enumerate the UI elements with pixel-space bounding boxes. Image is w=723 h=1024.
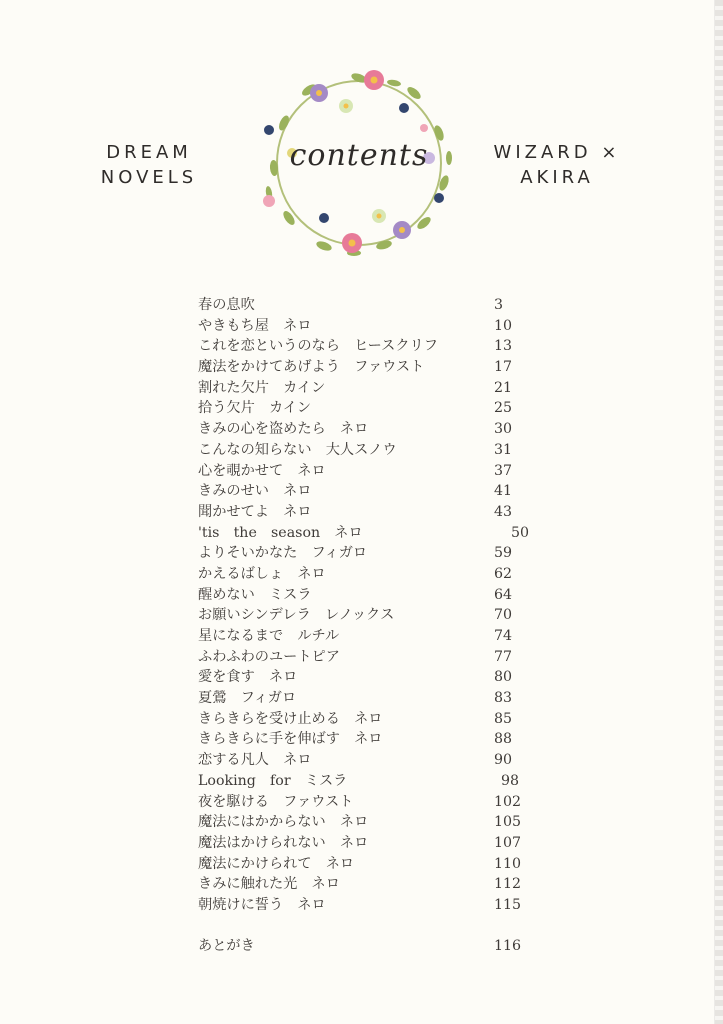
toc-title: 醒めない ミスラ	[198, 586, 312, 603]
toc-page: 43	[494, 503, 513, 520]
toc-title: きみのせい ネロ	[198, 483, 312, 500]
toc-page: 102	[494, 793, 522, 810]
toc-page: 41	[494, 483, 513, 500]
toc-title: 魔法にかけられて ネロ	[198, 855, 355, 872]
toc-page: 13	[494, 338, 513, 355]
toc-page: 62	[494, 565, 513, 582]
toc-row[interactable]	[198, 833, 538, 854]
toc-title: 魔法にはかからない ネロ	[198, 814, 369, 831]
toc-title: これを恋というのなら ヒースクリフ	[198, 338, 438, 355]
toc-title: 拾う欠片 カイン	[198, 400, 312, 417]
toc-row[interactable]	[198, 792, 538, 813]
toc-page: 50	[511, 524, 530, 541]
toc-row[interactable]	[198, 419, 538, 440]
toc-row[interactable]	[198, 688, 538, 709]
toc-row[interactable]	[198, 523, 538, 544]
toc-page: 112	[494, 876, 522, 893]
contents-heading: contents	[289, 138, 429, 173]
toc-page: 90	[494, 752, 513, 769]
toc-page: 21	[494, 379, 513, 396]
toc-row[interactable]	[198, 874, 538, 895]
toc-title: 春の息吹	[198, 297, 255, 313]
table-of-contents	[198, 295, 538, 957]
toc-row[interactable]	[198, 605, 538, 626]
toc-page: 80	[494, 669, 513, 686]
series-line-1: WIZARD ×	[493, 142, 621, 163]
toc-row[interactable]	[198, 502, 538, 523]
toc-title: かえるばしょ ネロ	[198, 565, 326, 582]
toc-page: 25	[494, 400, 513, 417]
toc-page: 105	[494, 814, 522, 831]
toc-title: こんなの知らない 大人スノウ	[198, 441, 397, 458]
toc-page: 10	[494, 317, 513, 334]
toc-title: Looking for ミスラ	[198, 772, 348, 789]
toc-title: 恋する凡人 ネロ	[198, 752, 312, 769]
toc-row[interactable]	[198, 564, 538, 585]
toc-title: きらきらに手を伸ばす ネロ	[198, 731, 383, 748]
toc-row[interactable]	[198, 461, 538, 482]
toc-page: 64	[494, 586, 513, 603]
toc-row[interactable]	[198, 357, 538, 378]
toc-row[interactable]	[198, 626, 538, 647]
toc-spacer	[198, 916, 538, 937]
toc-page: 74	[494, 628, 513, 644]
toc-row[interactable]	[198, 378, 538, 399]
toc-page: 83	[494, 690, 513, 707]
toc-page: 30	[494, 421, 513, 438]
toc-title: 夏鶯 フィガロ	[198, 690, 297, 707]
toc-title: 夜を駆ける ファウスト	[198, 793, 354, 810]
toc-row[interactable]	[198, 336, 538, 357]
afterword-page: 116	[494, 938, 522, 955]
afterword-title: あとがき	[198, 938, 255, 955]
toc-row[interactable]	[198, 647, 538, 668]
toc-row[interactable]	[198, 440, 538, 461]
toc-page: 115	[494, 896, 522, 913]
toc-row[interactable]	[198, 667, 538, 688]
toc-row[interactable]	[198, 398, 538, 419]
toc-row[interactable]	[198, 316, 538, 337]
toc-page: 110	[494, 855, 522, 872]
toc-title: きらきらを受け止める ネロ	[198, 710, 383, 727]
toc-title: 'tis the season ネロ	[198, 524, 363, 541]
toc-page: 59	[494, 545, 513, 562]
toc-title: よりそいかなた フィガロ	[198, 545, 368, 562]
series-title	[492, 140, 622, 190]
toc-title: 割れた欠片 カイン	[198, 379, 326, 396]
toc-title: 魔法はかけられない ネロ	[198, 834, 369, 851]
toc-title: 愛を食す ネロ	[198, 669, 298, 686]
toc-row[interactable]	[198, 481, 538, 502]
toc-row[interactable]	[198, 750, 538, 771]
toc-title: ふわふわのユートピア	[198, 648, 340, 665]
toc-page: 37	[494, 462, 513, 479]
toc-title: 聞かせてよ ネロ	[198, 503, 312, 520]
toc-page: 31	[494, 441, 513, 458]
toc-row[interactable]	[198, 895, 538, 916]
toc-page: 98	[501, 772, 520, 789]
toc-title: きみの心を盗めたら ネロ	[198, 421, 369, 438]
toc-row[interactable]	[198, 729, 538, 750]
toc-page: 3	[494, 297, 504, 313]
brand-title	[94, 140, 204, 190]
toc-row[interactable]	[198, 585, 538, 606]
brand-line-1: DREAM	[106, 142, 192, 163]
series-line-2: AKIRA	[520, 167, 594, 188]
toc-title: お願いシンデレラ レノックス	[198, 607, 395, 624]
toc-row[interactable]	[198, 812, 538, 833]
toc-afterword-row[interactable]	[198, 936, 538, 957]
brand-line-2: NOVELS	[100, 167, 198, 188]
page-edge	[714, 0, 723, 1024]
toc-title: 星になるまで ルチル	[198, 628, 340, 644]
toc-page: 17	[494, 359, 513, 376]
toc-page: 77	[494, 648, 513, 665]
toc-page: 88	[494, 731, 513, 748]
toc-title: やきもち屋 ネロ	[198, 317, 312, 334]
toc-page: 107	[494, 834, 522, 851]
toc-page: 85	[494, 710, 513, 727]
toc-title: 朝焼けに誓う ネロ	[198, 896, 326, 913]
toc-title: 魔法をかけてあげよう ファウスト	[198, 359, 425, 376]
toc-row[interactable]	[198, 854, 538, 875]
toc-row[interactable]	[198, 709, 538, 730]
toc-row[interactable]	[198, 771, 538, 792]
toc-title: きみに触れた光 ネロ	[198, 876, 340, 893]
toc-title: 心を覗かせて ネロ	[198, 462, 326, 479]
toc-row[interactable]	[198, 543, 538, 564]
toc-page: 70	[494, 607, 513, 624]
toc-row[interactable]	[198, 295, 538, 316]
